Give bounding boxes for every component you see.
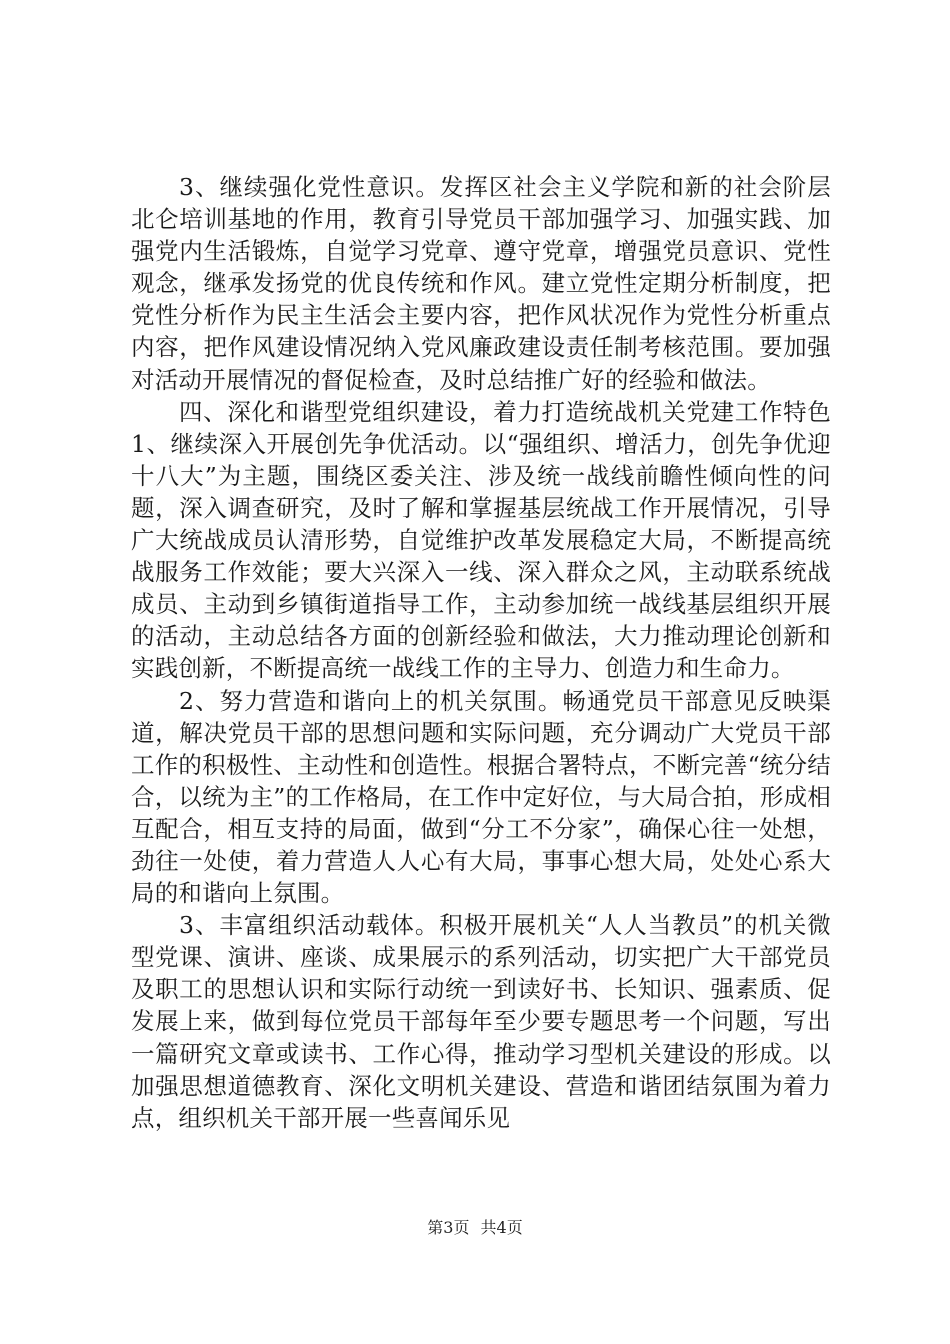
document-body bbox=[131, 171, 831, 1134]
paragraph-office-atmosphere: 2、努力营造和谐向上的机关氛围。畅通党员干部意见反映渠道，解决党员干部的思想问题和实际问题，充分调动广大党员干部工作的积极性、主动性和创造性。根据合署特点，不断完善“统分结合，以统为主”的工作格局，在工作中定好位，与大局合拍，形成相互配合，相互支持的局面，做到“分工不分家”，确保心往一处想，劲往一处使，着力营造人人心有大局，事事心想大局，处处心系大局的和谐向上氛围。 bbox=[131, 686, 831, 908]
paragraph-harmonious-organization: 四、深化和谐型党组织建设，着力打造统战机关党建工作特色1、继续深入开展创先争优活动。以“强组织、增活力，创先争优迎十八大”为主题，围绕区委关注、涉及统一战线前瞻性倾向性的问题，深入调查研究，及时了解和掌握基层统战工作开展情况，引导广大统战成员认清形势，自觉维护改革发展稳定大局，不断提高统战服务工作效能；要大兴深入一线、深入群众之风，主动联系统战成员、主动到乡镇街道指导工作，主动参加统一战线基层组织开展的活动，主动总结各方面的创新经验和做法，大力推动理论创新和实践创新，不断提高统一战线工作的主导力、创造力和生命力。 bbox=[131, 397, 831, 683]
paragraph-party-spirit: 3、继续强化党性意识。发挥区社会主义学院和新的社会阶层北仑培训基地的作用，教育引导党员干部加强学习、加强实践、加强党内生活锻炼，自觉学习党章、遵守党章，增强党员意识、党性观念，继承发扬党的优良传统和作风。建立党性定期分析制度，把党性分析作为民主生活会主要内容，把作风状况作为党性分析重点内容，把作风建设情况纳入党风廉政建设责任制考核范围。要加强对活动开展情况的督促检查，及时总结推广好的经验和做法。 bbox=[131, 173, 831, 394]
page-footer bbox=[0, 1215, 950, 1238]
page-number: 第3页 bbox=[427, 1218, 470, 1237]
page-total: 共4页 bbox=[480, 1218, 523, 1237]
paragraph-activity-carriers: 3、丰富组织活动载体。积极开展机关“人人当教员”的机关微型党课、演讲、座谈、成果展示的系列活动，切实把广大干部党员及职工的思想认识和实际行动统一到读好书、长知识、强素质、促发展上来，做到每位党员干部每年至少要专题思考一个问题，写出一篇研究文章或读书、工作心得，推动学习型机关建设的形成。以加强思想道德教育、深化文明机关建设、营造和谐团结氛围为着力点，组织机关干部开展一些喜闻乐见 bbox=[131, 911, 831, 1132]
